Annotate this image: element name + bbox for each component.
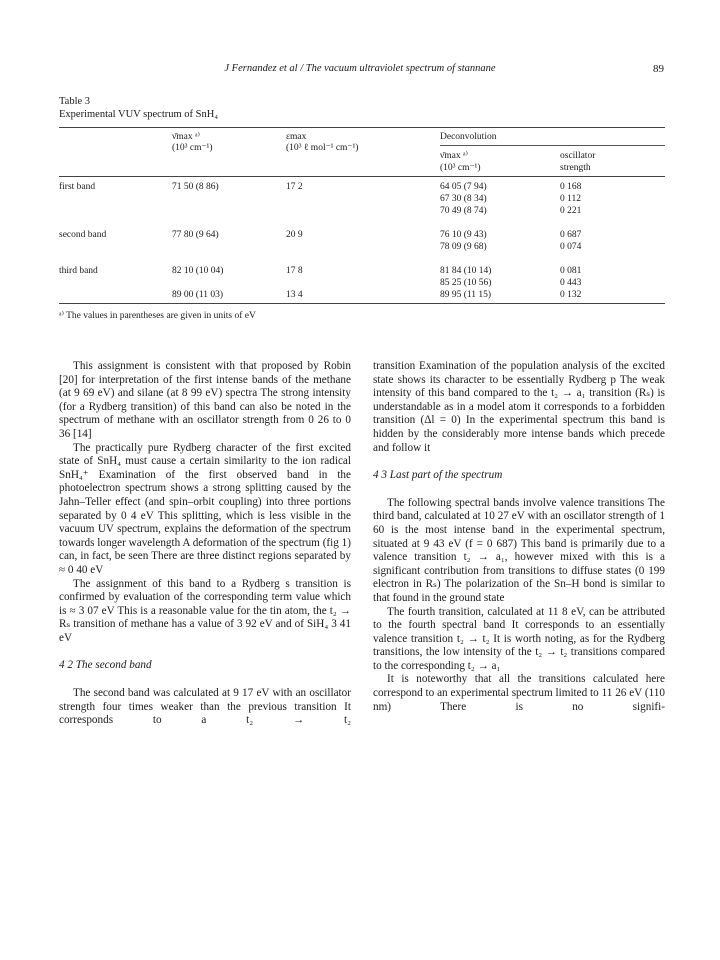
paragraph: This assignment is consistent with that proposed by Robin [20] for interpretation of the first intense bands of the methane (at 9 69 eV) and silane (at 8 99 eV) spectra The strong intensity (for a Rydberg transition) of this band can also be noted in the spectrum of methane with an oscillator strength from 0 26 to 0 36 [14] [59, 360, 351, 440]
col-header-osc-1: oscillator [560, 151, 596, 161]
col-header-nu-max: ν̄max ᵃ⁾ [172, 132, 200, 142]
row-osc-value: 0 687 [560, 230, 582, 240]
row-osc-value: 0 074 [560, 242, 582, 252]
running-title: J Fernandez et al / The vacuum ultraviolet spectrum of stannane [224, 63, 496, 74]
row-nu-value: 77 80 (9 64) [172, 230, 219, 240]
table-label: Table 3 [59, 96, 91, 107]
table-bottom-rule [59, 303, 665, 304]
col-header-deconv-units: (10³ cm⁻¹) [440, 163, 481, 173]
row-nu-value: 71 50 (8 86) [172, 182, 219, 192]
row-deconv-value: 85 25 (10 56) [440, 278, 492, 288]
row-osc-value: 0 081 [560, 266, 582, 276]
page-number: 89 [653, 63, 664, 75]
table-title: Experimental VUV spectrum of SnH₄ [59, 109, 218, 120]
row-deconv-value: 70 49 (8 74) [440, 206, 487, 216]
table-header-rule [59, 176, 665, 177]
table-caption [59, 95, 218, 121]
section-heading: 4 3 Last part of the spectrum [373, 469, 503, 482]
row-deconv-value: 76 10 (9 43) [440, 230, 487, 240]
col-header-deconvolution: Deconvolution [440, 132, 497, 142]
col-header-nu-units: (10³ cm⁻¹) [172, 143, 213, 153]
row-eps-value: 17 2 [286, 182, 303, 192]
paragraph: It is noteworthy that all the transitions calculated here correspond to an experimental spectrum limited to 11 26 eV (110 nm) There is no signifi- [373, 673, 665, 713]
paragraph: The fourth transition, calculated at 11 8 eV, can be attributed to the fourth spectral band It corresponds to an essentially valence transition t₂ → t₂ It is worth noting, as for the Rydberg transitions, the low intensity of the t₂ → t₂ transitions compared to the corresponding t₂ → a₁ [373, 605, 665, 672]
row-eps-value: 20 9 [286, 230, 303, 240]
paragraph: transition Examination of the population analysis of the excited state shows its character to be essentially Rydberg p The weak intensity of this band compared to the t₂ → a₁ transition (Rₛ) is understandable as in a model atom it corresponds to a forbidden transition (Δl = 0) In the experimental spectrum this band is hidden by the considerably more intense bands which precede and follow it [373, 360, 665, 454]
col-header-eps-units: (10³ ℓ mol⁻¹ cm⁻¹) [286, 143, 359, 153]
row-osc-value: 0 112 [560, 194, 582, 204]
row-eps-value: 13 4 [286, 290, 303, 300]
col-header-osc-2: strength [560, 163, 591, 173]
row-osc-value: 0 443 [560, 278, 582, 288]
col-header-deconv-nu: ν̄max ᵃ⁾ [440, 151, 468, 161]
row-osc-value: 0 168 [560, 182, 582, 192]
row-deconv-value: 81 84 (10 14) [440, 266, 492, 276]
row-eps-value: 17 8 [286, 266, 303, 276]
col-header-eps-max: εmax [286, 132, 307, 142]
paragraph: The assignment of this band to a Rydberg s transition is confirmed by evaluation of the corresponding term value which is ≈ 3 07 eV This is a reasonable value for the tin atom, the t₂ → Rₛ transition of methane has a value of 3 92 eV and of SiH₄ 3 41 eV [59, 577, 351, 644]
running-head [0, 63, 720, 79]
left-column [59, 360, 351, 728]
right-column [373, 360, 665, 714]
row-deconv-value: 67 30 (8 34) [440, 194, 487, 204]
row-nu-value: 82 10 (10 04) [172, 266, 224, 276]
paragraph: The practically pure Rydberg character of the first excited state of SnH₄ must cause a certain similarity to the ion radical SnH₄⁺ Examination of the first observed band in the photoelectron spectrum shows a strong splitting caused by the Jahn–Teller effect (and spin–orbit coupling) into three portions separated by 0 4 eV This splitting, which is less visible in the vacuum UV spectrum, explains the deformation of the spectrum towards longer wavelength A deformation of the spectrum (fig 1) can, in fact, be seen There are three distinct regions separated by ≈ 0 40 eV [59, 441, 351, 576]
row-band-label: second band [59, 230, 107, 240]
section-heading: 4 2 The second band [59, 659, 152, 672]
row-osc-value: 0 132 [560, 290, 582, 300]
row-band-label: third band [59, 266, 98, 276]
paragraph: The following spectral bands involve valence transitions The third band, calculated at 10 27 eV with an oscillator strength of 1 60 is the most intense band in the experimental spectrum, situated at 9 43 eV (f = 0 687) This band is primarily due to a valence transition t₂ → a₁, however mixed with this is a significant contribution from transitions to diffuse states (0 199 electron in Rₛ) The polarization of the Sn–H bond is similar to that found in the ground state [373, 496, 665, 604]
table-top-rule [59, 127, 665, 128]
paragraph: The second band was calculated at 9 17 eV with an oscillator strength four times weaker than the previous transition It corresponds to a t₂ → t₂ [59, 687, 351, 727]
row-deconv-value: 64 05 (7 94) [440, 182, 487, 192]
deconvolution-rule [440, 145, 665, 146]
row-deconv-value: 78 09 (9 68) [440, 242, 487, 252]
row-band-label: first band [59, 182, 96, 192]
row-deconv-value: 89 95 (11 15) [440, 290, 492, 300]
row-osc-value: 0 221 [560, 206, 582, 216]
table-footnote: ᵃ⁾ The values in parentheses are given in units of eV [59, 311, 256, 321]
row-nu-value: 89 00 (11 03) [172, 290, 224, 300]
